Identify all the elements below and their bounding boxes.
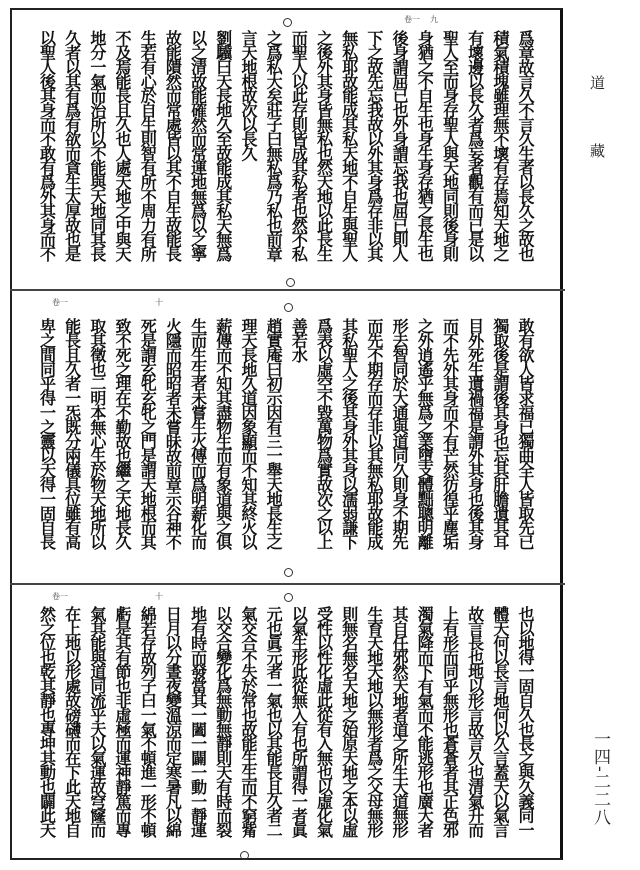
text-column: 以氣生形此從無入有也所謂得一者眞 bbox=[289, 606, 309, 837]
text-column: 聖人至而身存聖人與天地同則後身則 bbox=[440, 30, 460, 261]
text-column: 氣交合不失於常也故能生生而不窮觜 bbox=[238, 606, 258, 837]
text-column: 元也眞元者一氣也以其能長且久者二 bbox=[264, 606, 284, 837]
text-column: 目外死生遺禍福是謂外其身也後其身 bbox=[465, 318, 485, 549]
text-column: 體天何以長言地何以久言蓋天以氣言 bbox=[490, 606, 510, 837]
text-column: 也以地得一固自久也長之與久義同一 bbox=[516, 606, 535, 837]
text-column: 濁氣降而下有氣而不能逃形也廣大者 bbox=[415, 606, 435, 837]
text-column: 則無名無名天地之始原天地之本以虛 bbox=[339, 606, 359, 837]
marginal-note: 卷一 bbox=[52, 298, 68, 307]
text-column: 虧是其有節也非虛極而運神靜篤而專 bbox=[113, 606, 132, 837]
text-column: 形去智同於大通與道同久則身不期先 bbox=[390, 318, 410, 549]
text-column: 而聖人以此存則皆成其私者也然不私 bbox=[289, 30, 309, 261]
text-column: 故言長也地以形言故言久也清氣升而 bbox=[465, 606, 485, 837]
text-column: 死是謂玄牝玄牝之門是謂天地根而其 bbox=[138, 318, 158, 549]
text-column: 以交合變化爲無動無靜則天有時而裂 bbox=[213, 606, 233, 837]
text-column: 之外逍遙乎無爲之業墮支體黜聰明離 bbox=[415, 318, 435, 549]
panel-divider bbox=[10, 289, 565, 291]
circle-mark bbox=[283, 18, 292, 27]
text-column: 無私耶故能成其私天地不自生與聖人 bbox=[339, 30, 359, 261]
circle-mark bbox=[284, 568, 293, 577]
text-column: 有壞邊以長久者爲妄者觀有而已是以 bbox=[465, 30, 485, 261]
circle-mark bbox=[286, 278, 295, 287]
collection-title-char: 道 bbox=[590, 74, 606, 92]
text-column: 日月以分晝夜變溫涼而定寒暑凡以綿 bbox=[163, 606, 183, 837]
text-column: 其自任邪然天地者道之所生大道無形 bbox=[390, 606, 410, 837]
text-column: 言天地根故次以長久 bbox=[238, 30, 258, 160]
text-column: 而不先外其身而不有芒然彷徨乎塵垢 bbox=[440, 318, 460, 549]
marginal-note: 十 bbox=[155, 298, 163, 307]
text-column: 獨取後是謂後其身也忘其肝膽遺其耳 bbox=[490, 318, 510, 549]
text-column: 積氣積塊雖理無不壞有存焉知天地之 bbox=[490, 30, 510, 261]
text-column: 身猶之不自生也身生身存猶之長生也 bbox=[415, 30, 435, 261]
text-column: 致不死之理在不勤故也繼之天地長久 bbox=[113, 318, 132, 549]
text-column: 敢有欲人皆求福已獨曲全人皆取先已 bbox=[516, 318, 535, 549]
text-column: 在上地以形處故磅礴而在下此天地自 bbox=[62, 606, 82, 837]
text-column: 爲章故言久不言久生者以長久之故也 bbox=[516, 30, 535, 261]
page-number: 一四-二二八 bbox=[590, 730, 610, 827]
text-column: 爲表以虛空不毀萬物爲實故次之以上 bbox=[314, 318, 334, 549]
text-column: 久者以其有爲有欲而貪生太厚故也是 bbox=[62, 30, 82, 261]
text-column: 地有時而發當其一闔一闢一動一靜運 bbox=[188, 606, 208, 837]
text-column: 能長且久者一炁既分兩儀具位雖有高 bbox=[62, 318, 82, 549]
text-column: 生而生生者未嘗生火傳而爲明薪化而 bbox=[188, 318, 208, 549]
text-column: 不及焉能長且久也人處天地之中與天 bbox=[113, 30, 132, 261]
text-column: 其私聖人之後其身外其身以濡弱謙下 bbox=[339, 318, 359, 549]
text-column: 綿若存故列子曰一氣不頓進一形不頓 bbox=[138, 606, 158, 837]
text-column: 受性以性化虛此從有入無也以虛化氣 bbox=[314, 606, 334, 837]
circle-mark bbox=[284, 303, 293, 312]
collection-title-char: 藏 bbox=[590, 142, 606, 160]
text-panel-top bbox=[34, 30, 538, 260]
circle-mark bbox=[284, 593, 293, 602]
text-column: 卑之間同乎得一之靈以天得一固自長 bbox=[37, 318, 57, 549]
text-panel-bottom bbox=[34, 606, 538, 836]
text-column: 故能隤然而常處皆以其不自生故能長 bbox=[163, 30, 183, 261]
text-column: 地分一氣而治所以不能與天地同其長 bbox=[87, 30, 107, 261]
text-column: 劉驥曰天長地久至故能成其私天無爲 bbox=[213, 30, 233, 261]
text-column: 下之故先忘我故以外其身爲存非以其 bbox=[364, 30, 384, 261]
panel-divider bbox=[10, 583, 565, 585]
text-column: 而先不期存而存非以其無私耶故能成 bbox=[364, 318, 384, 549]
text-column: 上有形而同乎無形也蒼蒼者其正色邪 bbox=[440, 606, 460, 837]
marginal-note: 九 bbox=[430, 15, 438, 24]
text-column: 以聖人後其身而不敢有爲外其身而不 bbox=[37, 30, 57, 261]
text-column: 以之清故能確然而常運地無爲以之寧 bbox=[188, 30, 208, 261]
circle-mark bbox=[240, 851, 249, 860]
text-column: 薪傳而不知其盡物生而有象道與之俱 bbox=[213, 318, 233, 549]
text-column: 之後外其身皆無私也然天地以此長生 bbox=[314, 30, 334, 261]
text-column: 生若有心於自生則智有所不周力有所 bbox=[138, 30, 158, 261]
text-column: 氣其能與道同流乎天以氣運故穹窿而 bbox=[87, 606, 107, 837]
text-column: 然之位也乾其靜也專坤其動也闢此天 bbox=[37, 606, 57, 837]
marginal-note: 卷一 bbox=[404, 15, 420, 24]
text-panel-middle bbox=[34, 318, 538, 548]
text-column: 理天長地久道因象顯而不知其終火以 bbox=[238, 318, 258, 549]
marginal-note: 卷一 bbox=[52, 592, 68, 601]
text-column: 火隱而昭昭者未嘗昧故前章示谷神不 bbox=[163, 318, 183, 549]
text-column: 之爲私大矣莊子曰無私爲乃私也前章 bbox=[264, 30, 284, 261]
text-column: 善若水 bbox=[289, 318, 309, 362]
marginal-note: 十 bbox=[155, 592, 163, 601]
text-column: 後身謂屈已也外身謂忘我也屈已則人 bbox=[390, 30, 410, 261]
text-column: 生育天地天地以無形者爲之父母無形 bbox=[364, 606, 384, 837]
text-column: 趙實庵曰初示因有三一舉天地長生之 bbox=[264, 318, 284, 549]
text-column: 取其徵也二明本無心生於物天地所以 bbox=[87, 318, 107, 549]
